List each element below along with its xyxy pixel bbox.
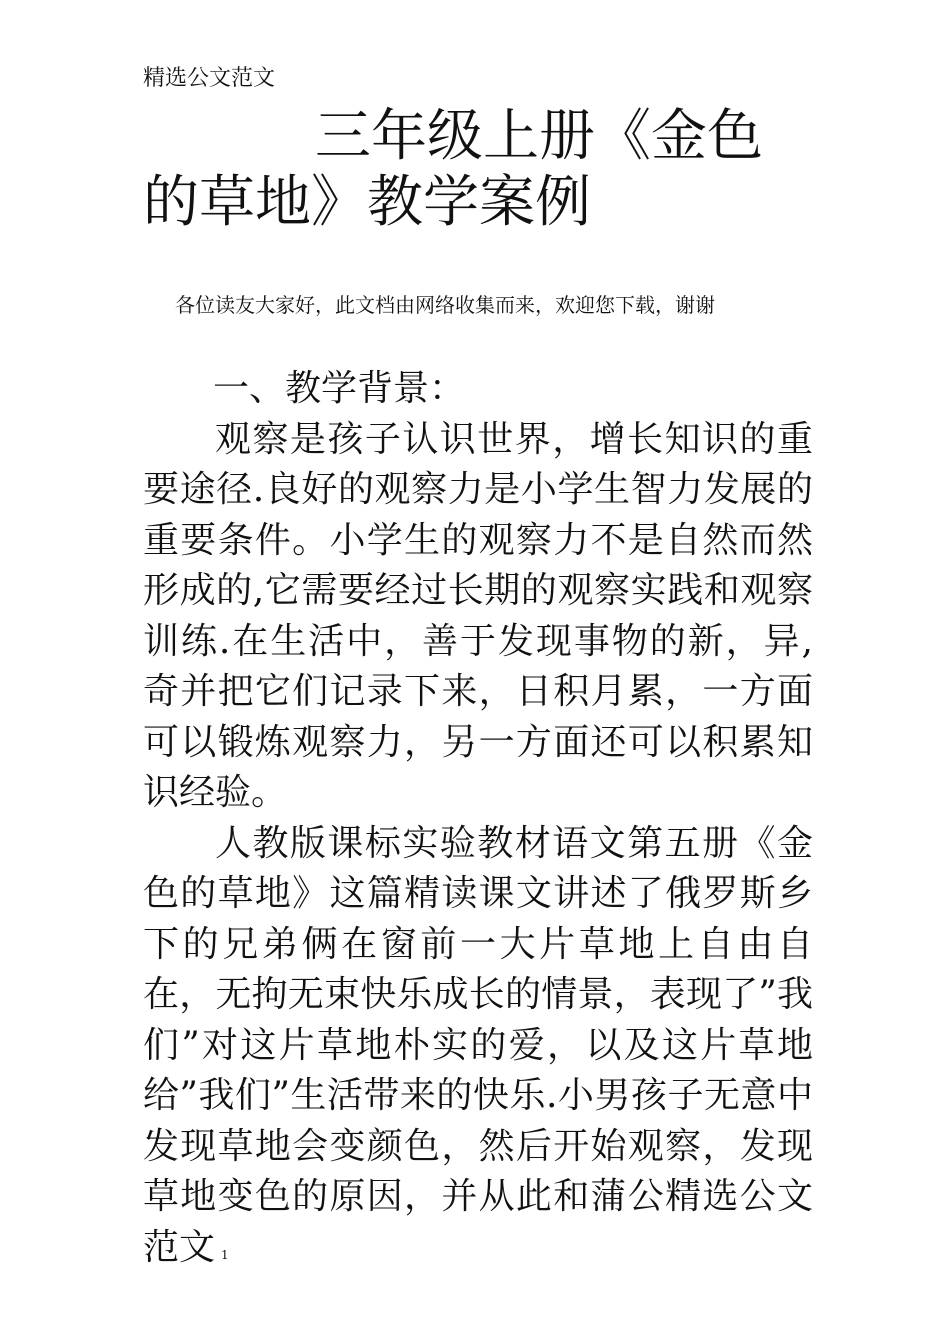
paragraph-1-text: 观察是孩子认识世界，增长知识的重要途径.良好的观察力是小学生智力发展的重要条件。小学生的观察力不是自然而然形成的,它需要经过长期的观察实践和观察训练.在生活中，善于发现事物的新，异,奇并把它们记录下来，日积月累，一方面可以锻炼观察力，另一方面还可以积累知识经验。: [143, 418, 813, 813]
paragraph-2-text: 人教版课标实验教材语文第五册《金色的草地》这篇精读课文讲述了俄罗斯乡下的兄弟俩在窗前一大片草地上自由自在，无拘无束快乐成长的情景，表现了”我们”对这片草地朴实的爱，以及这片草地给”我们”生活带来的快乐.小男孩子无意中发现草地会变颜色，然后开始观察，发现草地变色的原因，并从此和蒲公精选公文范文: [143, 822, 813, 1268]
greeting-note: 各位读友大家好，此文档由网络收集而来，欢迎您下载，谢谢: [175, 293, 715, 317]
title-line-2: 的草地》教学案例: [143, 170, 591, 235]
header-label: 精选公文范文: [143, 66, 276, 91]
document-body: [143, 364, 813, 1280]
paragraph-2: [143, 819, 813, 1281]
section-heading: 一、教学背景：: [213, 368, 466, 409]
page-number: 1: [221, 1247, 229, 1262]
document-title: [143, 104, 823, 236]
paragraph-1: [143, 415, 813, 819]
title-line-1: 三年级上册《金色: [315, 104, 763, 169]
